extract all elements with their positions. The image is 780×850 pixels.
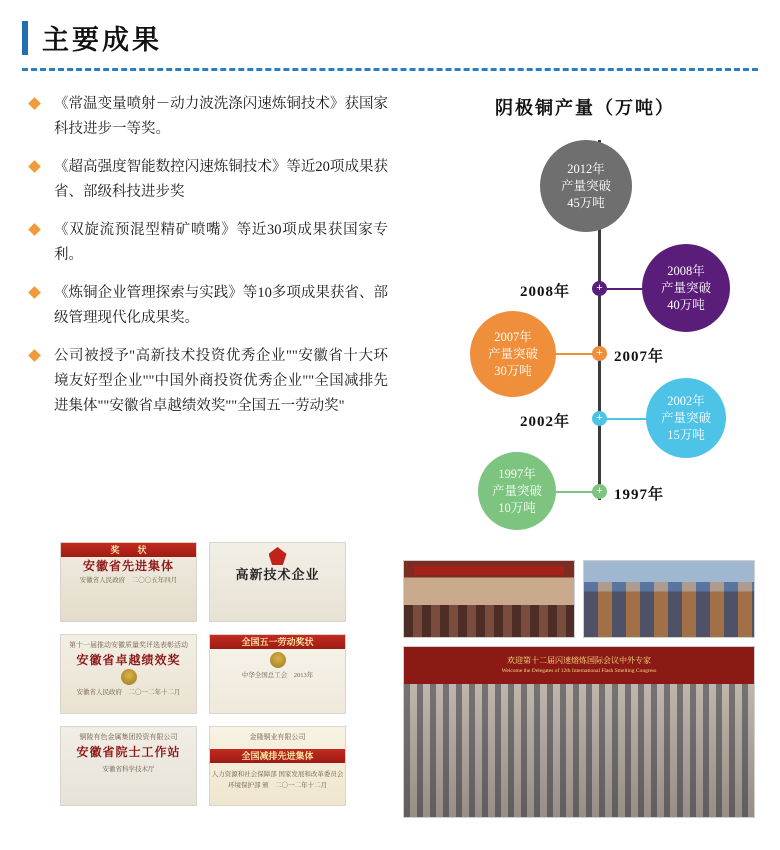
bubble-year: 2007年 <box>494 329 532 344</box>
list-item-text: 《超高强度智能数控闪速炼铜技术》等近20项成果获省、部级科技进步奖 <box>54 159 388 200</box>
bubble-year: 2002年 <box>667 393 705 408</box>
certificate-top-text: 第十一届推动安徽质量奖评选表彰活动 <box>69 641 188 649</box>
diamond-bullet-icon <box>28 349 41 362</box>
timeline-node-2008: + <box>592 281 607 296</box>
certificate-card <box>209 726 346 806</box>
header-divider <box>22 68 758 71</box>
bubble-value: 40万吨 <box>667 297 705 312</box>
certificate-banner: 全国五一劳动奖状 <box>210 635 345 649</box>
year-label-2002: 2002年 <box>520 414 571 430</box>
photo-gallery <box>403 560 755 818</box>
header-accent-bar <box>22 21 28 55</box>
timeline-bubble-1997 <box>478 452 556 530</box>
connector-2002 <box>606 418 650 420</box>
certificate-subtitle: 人力资源和社会保障部 国家发展和改革委员会 环境保护部 颁 二〇一二年十二月 <box>211 771 344 789</box>
page-header <box>22 18 162 57</box>
meeting-banner <box>414 566 564 575</box>
certificate-subtitle: 中华全国总工会 2013年 <box>241 672 314 679</box>
list-item <box>28 218 388 268</box>
list-item <box>28 281 388 331</box>
certificate-title: 安徽省院士工作站 <box>76 745 181 759</box>
diamond-bullet-icon <box>28 286 41 299</box>
certificate-card <box>209 634 346 714</box>
photo-meeting <box>403 560 575 638</box>
cathode-copper-output-chart <box>400 92 770 532</box>
certificate-top-text: 铜陵有色金属集团投资有限公司 <box>79 733 178 741</box>
year-label-1997: 1997年 <box>614 487 665 503</box>
timeline-node-2007: + <box>592 346 607 361</box>
certificate-subtitle: 安徽省人民政府 二〇〇五年四月 <box>79 577 178 584</box>
bubble-value: 45万吨 <box>567 195 605 210</box>
timeline-bubble-2008 <box>642 244 730 332</box>
certificate-top-text: 金隆铜业有限公司 <box>249 733 306 741</box>
timeline-node-1997: + <box>592 484 607 499</box>
year-label-2008: 2008年 <box>520 284 571 300</box>
diamond-bullet-icon <box>28 97 41 110</box>
banner-title: 欢迎第十二届闪速熔炼国际会议中外专家 <box>507 655 651 665</box>
certificate-banner: 全国减排先进集体 <box>210 749 345 763</box>
timeline-node-2002: + <box>592 411 607 426</box>
certificate-subtitle: 安徽省科学技术厅 <box>102 766 155 773</box>
certificate-title: 安徽省先进集体 <box>82 559 174 573</box>
certificate-card <box>209 542 346 622</box>
certificate-card <box>60 634 197 714</box>
meeting-attendees <box>404 605 574 637</box>
bubble-year: 1997年 <box>498 466 536 481</box>
chart-title: 阴极铜产量（万吨） <box>495 98 675 118</box>
bubble-text: 产量突破 <box>491 483 542 498</box>
bubble-year: 2012年 <box>567 161 605 176</box>
list-item-text: 《炼铜企业管理探索与实践》等10多项成果获省、部级管理现代化成果奖。 <box>54 285 388 326</box>
certificate-banner: 奖 状 <box>61 543 196 557</box>
bubble-text: 产量突破 <box>560 178 611 193</box>
group-photo-crowd <box>404 684 754 817</box>
page-title: 主要成果 <box>42 25 162 55</box>
list-item <box>28 344 388 419</box>
achievements-list <box>28 92 388 432</box>
timeline-bubble-2002 <box>646 378 726 458</box>
timeline-bubble-2007 <box>470 311 556 397</box>
timeline-bubble-2012 <box>540 140 632 232</box>
company-logo-icon <box>269 547 287 565</box>
bubble-text: 产量突破 <box>487 346 538 361</box>
workers-figures <box>584 582 754 637</box>
certificate-card <box>60 542 197 622</box>
bubble-year: 2008年 <box>667 263 705 278</box>
gold-emblem-icon <box>270 652 286 668</box>
bubble-text: 产量突破 <box>660 280 711 295</box>
list-item-text: 公司被授予"高新技术投资优秀企业""安徽省十大环境友好型企业""中国外商投资优秀企业""全国减排先进集体""安徽省卓越绩效奖""全国五一劳动奖" <box>54 348 388 414</box>
diamond-bullet-icon <box>28 223 41 236</box>
photo-workers <box>583 560 755 638</box>
gold-emblem-icon <box>121 669 137 685</box>
certificate-card <box>60 726 197 806</box>
group-photo-banner <box>404 647 754 684</box>
certificate-title: 安徽省卓越绩效奖 <box>76 653 181 667</box>
bubble-value: 10万吨 <box>498 500 536 515</box>
certificate-title: 高新技术企业 <box>235 567 320 582</box>
bubble-text: 产量突破 <box>660 410 711 425</box>
list-item-text: 《常温变量喷射－动力波洗涤闪速炼铜技术》获国家科技进步一等奖。 <box>54 96 388 137</box>
banner-subtitle: Welcome the Delegates of 12th International Flash Smelting Congress <box>501 667 657 674</box>
photo-group <box>403 646 755 818</box>
list-item <box>28 92 388 142</box>
certificate-subtitle: 安徽省人民政府 二〇一二年十二月 <box>76 689 181 696</box>
list-item <box>28 155 388 205</box>
diamond-bullet-icon <box>28 160 41 173</box>
bubble-value: 15万吨 <box>667 427 705 442</box>
bubble-value: 30万吨 <box>494 363 532 378</box>
year-label-2007: 2007年 <box>614 349 665 365</box>
list-item-text: 《双旋流预混型精矿喷嘴》等近30项成果获国家专利。 <box>54 222 388 263</box>
